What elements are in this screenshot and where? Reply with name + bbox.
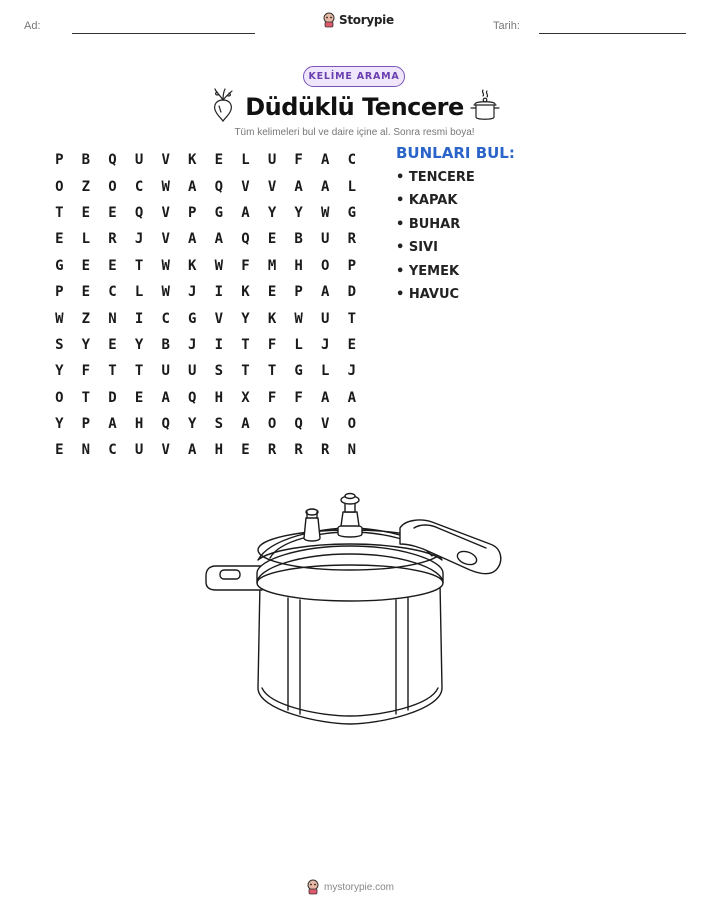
grid-letter[interactable]: E [55, 442, 64, 459]
grid-letter[interactable]: C [161, 310, 170, 327]
grid-letter[interactable]: A [188, 442, 197, 459]
grid-letter[interactable]: T [81, 389, 91, 406]
grid-letter[interactable]: L [134, 284, 144, 301]
storypie-mascot-icon [322, 12, 336, 28]
grid-letter[interactable]: E [108, 336, 117, 353]
grid-letter[interactable]: F [294, 389, 303, 406]
grid-letter[interactable]: W [161, 178, 170, 195]
grid-letter[interactable]: S [214, 363, 224, 380]
grid-letter[interactable]: O [267, 416, 277, 433]
grid-letter[interactable]: C [134, 178, 144, 195]
grid-letter[interactable]: F [294, 152, 303, 169]
grid-letter[interactable]: E [81, 284, 91, 301]
grid-letter[interactable]: A [321, 284, 330, 301]
grid-letter[interactable]: A [321, 152, 330, 169]
grid-letter[interactable]: D [108, 389, 117, 406]
grid-letter[interactable]: E [241, 442, 250, 459]
grid-letter[interactable]: O [55, 178, 64, 195]
grid-letter[interactable]: E [214, 152, 224, 169]
grid-letter[interactable]: G [214, 204, 224, 221]
grid-letter[interactable]: Y [55, 416, 64, 433]
grid-letter[interactable]: O [55, 389, 64, 406]
grid-letter[interactable]: X [241, 389, 250, 406]
grid-letter[interactable]: P [347, 257, 357, 274]
grid-letter[interactable]: W [161, 257, 170, 274]
grid-letter[interactable]: I [214, 284, 224, 301]
grid-letter[interactable]: T [134, 257, 144, 274]
grid-letter[interactable]: H [134, 416, 144, 433]
grid-letter[interactable]: A [108, 416, 117, 433]
grid-letter[interactable]: V [241, 178, 250, 195]
grid-letter[interactable]: E [134, 389, 144, 406]
word-list-item: • YEMEK [396, 263, 460, 279]
grid-row [46, 437, 366, 463]
grid-letter[interactable]: G [347, 204, 357, 221]
grid-letter[interactable]: K [241, 284, 250, 301]
grid-letter[interactable]: E [347, 336, 357, 353]
grid-letter[interactable]: L [294, 336, 303, 353]
date-label: Tarih: [493, 20, 520, 32]
grid-letter[interactable]: H [294, 257, 303, 274]
grid-letter[interactable]: W [294, 310, 303, 327]
grid-letter[interactable]: Z [81, 310, 91, 327]
grid-letter[interactable]: W [161, 284, 170, 301]
grid-letter[interactable]: Y [294, 204, 303, 221]
grid-letter[interactable]: A [161, 389, 170, 406]
grid-row [46, 385, 366, 411]
grid-letter[interactable]: P [294, 284, 303, 301]
grid-letter[interactable]: T [134, 363, 144, 380]
grid-letter[interactable]: R [267, 442, 277, 459]
grid-letter[interactable]: F [267, 336, 277, 353]
grid-letter[interactable]: V [161, 442, 170, 459]
grid-letter[interactable]: E [267, 231, 277, 248]
grid-letter[interactable]: I [214, 336, 224, 353]
grid-row [46, 305, 366, 331]
grid-letter[interactable]: J [188, 336, 197, 353]
word-search-grid [46, 147, 366, 464]
grid-letter[interactable]: S [214, 416, 224, 433]
grid-letter[interactable]: Z [81, 178, 91, 195]
grid-letter[interactable]: M [267, 257, 277, 274]
grid-letter[interactable]: L [81, 231, 91, 248]
grid-letter[interactable]: U [161, 363, 170, 380]
word-list [396, 170, 475, 310]
grid-letter[interactable]: Q [214, 178, 224, 195]
grid-letter[interactable]: A [188, 178, 197, 195]
grid-letter[interactable]: E [267, 284, 277, 301]
grid-letter[interactable]: C [347, 152, 357, 169]
grid-letter[interactable]: R [321, 442, 330, 459]
grid-letter[interactable]: E [108, 257, 117, 274]
grid-letter[interactable]: T [267, 363, 277, 380]
grid-letter[interactable]: A [321, 178, 330, 195]
grid-letter[interactable]: A [347, 389, 357, 406]
grid-letter[interactable]: R [347, 231, 357, 248]
grid-letter[interactable]: B [81, 152, 91, 169]
grid-letter[interactable]: H [214, 442, 224, 459]
grid-letter[interactable]: I [134, 310, 144, 327]
grid-letter[interactable]: K [267, 310, 277, 327]
grid-letter[interactable]: J [321, 336, 330, 353]
grid-letter[interactable]: A [214, 231, 224, 248]
grid-letter[interactable]: U [134, 152, 144, 169]
grid-letter[interactable]: O [321, 257, 330, 274]
grid-letter[interactable]: F [267, 389, 277, 406]
grid-letter[interactable]: W [321, 204, 330, 221]
grid-row [46, 200, 366, 226]
grid-letter[interactable]: Q [108, 152, 117, 169]
grid-letter[interactable]: G [55, 257, 64, 274]
grid-letter[interactable]: L [321, 363, 330, 380]
grid-letter[interactable]: B [294, 231, 303, 248]
grid-letter[interactable]: K [188, 152, 197, 169]
grid-letter[interactable]: D [347, 284, 357, 301]
grid-letter[interactable]: C [108, 442, 117, 459]
grid-letter[interactable]: A [241, 204, 250, 221]
grid-letter[interactable]: Q [188, 389, 197, 406]
grid-letter[interactable]: R [108, 231, 117, 248]
grid-letter[interactable]: F [241, 257, 250, 274]
word-list-item: • TENCERE [396, 170, 475, 185]
grid-row [46, 411, 366, 437]
brand-name: Storypie [339, 13, 394, 27]
grid-letter[interactable]: A [241, 416, 250, 433]
page-title: Düdüklü Tencere [245, 93, 464, 121]
grid-row [46, 226, 366, 252]
grid-letter[interactable]: W [55, 310, 64, 327]
grid-letter[interactable]: V [267, 178, 277, 195]
grid-letter[interactable]: U [134, 442, 144, 459]
pressure-cooker-illustration [200, 488, 510, 733]
grid-letter[interactable]: O [347, 416, 357, 433]
grid-letter[interactable]: W [214, 257, 224, 274]
grid-letter[interactable]: O [108, 178, 117, 195]
grid-letter[interactable]: P [188, 204, 197, 221]
grid-letter[interactable]: T [241, 336, 250, 353]
grid-letter[interactable]: B [161, 336, 170, 353]
grid-letter[interactable]: Y [267, 204, 277, 221]
grid-letter[interactable]: A [294, 178, 303, 195]
name-line [72, 33, 255, 34]
grid-row [46, 173, 366, 199]
grid-letter[interactable]: V [161, 152, 170, 169]
grid-letter[interactable]: J [134, 231, 144, 248]
find-list-title: BUNLARI BUL: [396, 144, 515, 162]
grid-letter[interactable]: S [55, 336, 64, 353]
storypie-mascot-icon [306, 879, 320, 895]
grid-letter[interactable]: Q [241, 231, 250, 248]
grid-letter[interactable]: T [55, 204, 64, 221]
grid-letter[interactable]: Y [188, 416, 197, 433]
grid-letter[interactable]: C [108, 284, 117, 301]
grid-letter[interactable]: Q [134, 204, 144, 221]
category-badge: KELİME ARAMA [303, 66, 405, 87]
word-list-item: • SIVI [396, 240, 438, 256]
grid-letter[interactable]: N [108, 310, 117, 327]
grid-row [46, 147, 366, 173]
grid-letter[interactable]: P [55, 152, 64, 169]
date-line [539, 33, 686, 34]
grid-row [46, 332, 366, 358]
grid-letter[interactable]: V [321, 416, 330, 433]
grid-letter[interactable]: A [188, 231, 197, 248]
grid-letter[interactable]: T [241, 363, 250, 380]
grid-letter[interactable]: N [347, 442, 357, 459]
grid-letter[interactable]: T [108, 363, 117, 380]
grid-letter[interactable]: Y [241, 310, 250, 327]
grid-letter[interactable]: L [241, 152, 250, 169]
grid-letter[interactable]: V [161, 231, 170, 248]
grid-letter[interactable]: Q [294, 416, 303, 433]
footer-url: mystorypie.com [324, 881, 395, 893]
grid-row [46, 358, 366, 384]
grid-letter[interactable]: Y [81, 336, 91, 353]
grid-letter[interactable]: F [81, 363, 91, 380]
grid-letter[interactable]: N [81, 442, 91, 459]
word-list-item: • BUHAR [396, 216, 461, 232]
grid-letter[interactable]: U [267, 152, 277, 169]
grid-letter[interactable]: U [188, 363, 197, 380]
grid-letter[interactable]: G [294, 363, 303, 380]
grid-letter[interactable]: Y [55, 363, 64, 380]
grid-letter[interactable]: J [347, 363, 357, 380]
grid-letter[interactable]: R [294, 442, 303, 459]
grid-letter[interactable]: P [55, 284, 64, 301]
grid-letter[interactable]: K [188, 257, 197, 274]
grid-letter[interactable]: Y [134, 336, 144, 353]
grid-letter[interactable]: L [347, 178, 357, 195]
word-list-item: • KAPAK [396, 193, 458, 209]
grid-letter[interactable]: A [321, 389, 330, 406]
name-label: Ad: [24, 20, 41, 32]
grid-letter[interactable]: E [81, 204, 91, 221]
grid-letter[interactable]: V [161, 204, 170, 221]
grid-letter[interactable]: Q [161, 416, 170, 433]
grid-letter[interactable]: G [188, 310, 197, 327]
grid-row [46, 279, 366, 305]
grid-letter[interactable]: U [321, 310, 330, 327]
grid-row [46, 253, 366, 279]
grid-letter[interactable]: P [81, 416, 91, 433]
grid-letter[interactable]: V [214, 310, 224, 327]
word-list-item: • HAVUC [396, 286, 460, 302]
brand-logo [322, 12, 394, 28]
grid-letter[interactable]: J [188, 284, 197, 301]
instructions: Tüm kelimeleri bul ve daire içine al. Sonra resmi boya! [234, 127, 475, 138]
footer-brand [306, 879, 394, 895]
grid-letter[interactable]: E [108, 204, 117, 221]
grid-letter[interactable]: U [321, 231, 330, 248]
grid-letter[interactable]: E [55, 231, 64, 248]
grid-letter[interactable]: T [347, 310, 357, 327]
grid-letter[interactable]: E [81, 257, 91, 274]
grid-letter[interactable]: H [214, 389, 224, 406]
